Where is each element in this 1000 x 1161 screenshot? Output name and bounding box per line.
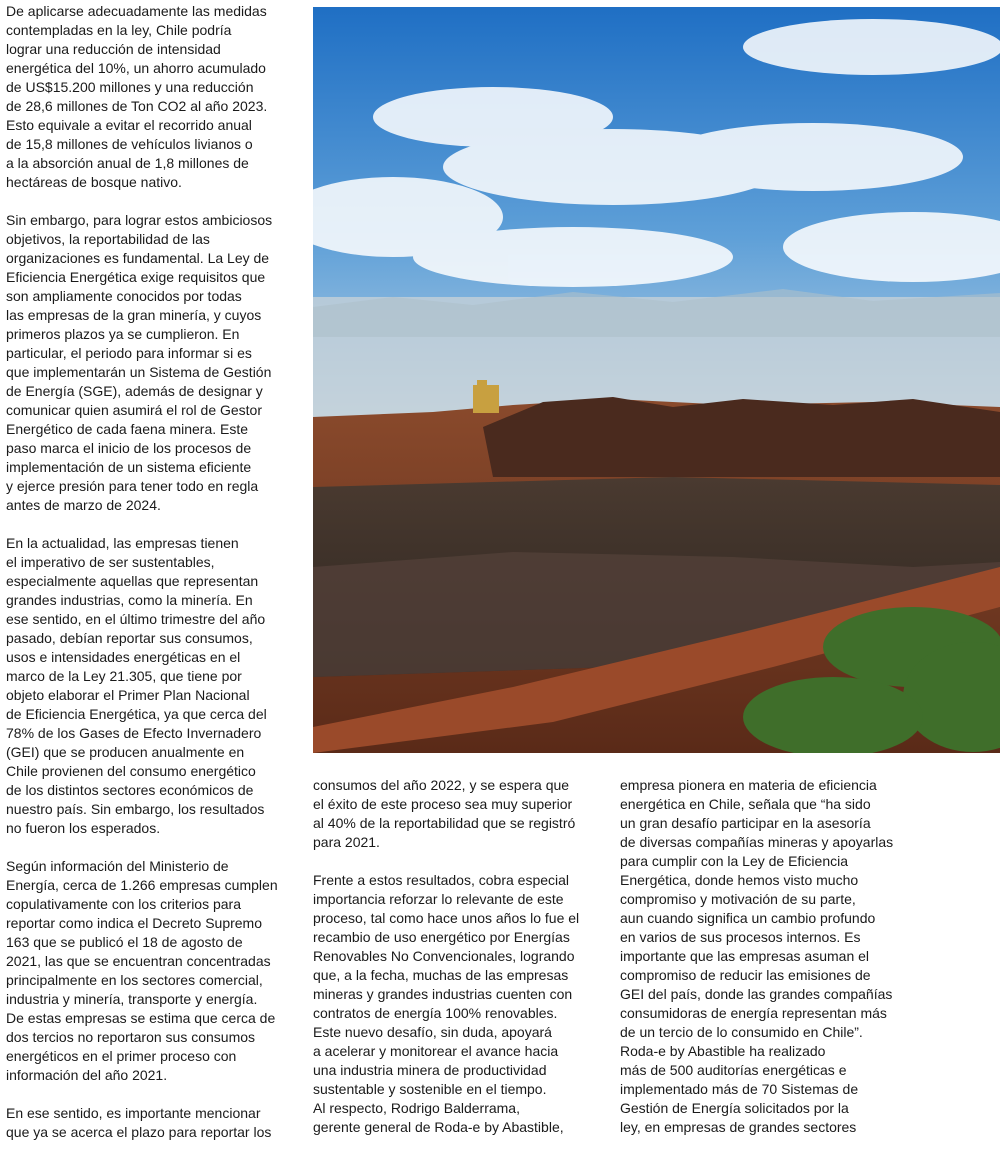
article-column-2 (313, 776, 605, 1156)
paragraph: Sin embargo, para lograr estos ambiciosos objetivos, la reportabilidad de las organizaciones es fundamental. La Ley de Eficiencia Energética exige requisitos que son ampliamente conocidos por todas las empresas de la gran minería, y cuyos primeros plazos ya se cumplieron. En particular, el periodo para informar si es que implementarán un Sistema de Gestión de Energía (SGE), además de designar y comunicar quien asumirá el rol de Gestor Energético de cada faena minera. Este paso marca el inicio de los procesos de implementación de un sistema eficiente y ejerce presión para tener todo en regla antes de marzo de 2024. (6, 212, 273, 513)
paragraph: De aplicarse adecuadamente las medidas contempladas en la ley, Chile podría lograr una reducción de intensidad energética del 10%, un ahorro acumulado de US$15.200 millones y una reducción de 28,6 millones de Ton CO2 al año 2023. Esto equivale a evitar el recorrido anual de 15,8 millones de vehículos livianos o a la absorción anual de 1,8 millones de hectáreas de bosque nativo. (6, 3, 268, 190)
article-column-1 (6, 2, 296, 1161)
open-pit-mine-photo (313, 7, 1000, 753)
paragraph: En la actualidad, las empresas tienen el imperativo de ser sustentables, especialmente aquellas que representan grandes industrias, como la minería. En ese sentido, en el último trimestre del año pasado, debían reportar sus consumos, usos e intensidades energéticas en el marco de la Ley 21.305, que tiene por objeto elaborar el Primer Plan Nacional de Eficiencia Energética, ya que cerca del 78% de los Gases de Efecto Invernadero (GEI) que se producen anualmente en Chile provienen del consumo energético de los distintos sectores económicos de nuestro país. Sin embargo, los resultados no fueron los esperados. (6, 535, 267, 836)
paragraph: consumos del año 2022, y se espera que el éxito de este proceso sea muy superior al 40% de la reportabilidad que se registró para 2021. (313, 777, 576, 850)
article-column-3 (620, 776, 910, 1156)
paragraph: empresa pionera en materia de eficiencia energética en Chile, señala que “ha sido un gran desafío participar en la asesoría de diversas compañías mineras y apoyarlas para cumplir con la Ley de Eficiencia Energética, donde hemos visto mucho compromiso y motivación de su parte, aun cuando significa un cambio profundo en varios de sus procesos internos. Es importante que las empresas asuman el compromiso de reducir las emisiones de GEI del país, donde las grandes compañías consumidoras de energía representan más de un tercio de lo consumido en Chile”. Roda-e by Abastible ha realizado más de 500 auditorías energéticas e implementado más de 70 Sistemas de Gestión de Energía solicitados por la ley, en empresas de grandes sectores (620, 777, 894, 1135)
paragraph: Frente a estos resultados, cobra especial importancia reforzar lo relevante de este proceso, tal como hace unos años lo fue el recambio de uso energético por Energías Renovables No Convencionales, logrando que, a la fecha, muchas de las empresas mineras y grandes industrias cuenten con contratos de energía 100% renovables. Este nuevo desafío, sin duda, apoyará a acelerar y monitorear el avance hacia una industria minera de productividad sustentable y sostenible en el tiempo. Al respecto, Rodrigo Balderrama, gerente general de Roda-e by Abastible, (313, 872, 580, 1135)
paragraph: En ese sentido, es importante mencionar que ya se acerca el plazo para reportar los (6, 1105, 272, 1140)
paragraph: Según información del Ministerio de Energía, cerca de 1.266 empresas cumplen copulativamente con los criterios para reportar como indica el Decreto Supremo 163 que se publicó el 18 de agosto de 2021, las que se encuentran concentradas principalmente en los sectores comercial, industria y minería, transporte y energía. De estas empresas se estima que cerca de dos tercios no reportaron sus consumos energéticos en el primer proceso con información del año 2021. (6, 858, 278, 1083)
rock-pile (483, 397, 1000, 477)
